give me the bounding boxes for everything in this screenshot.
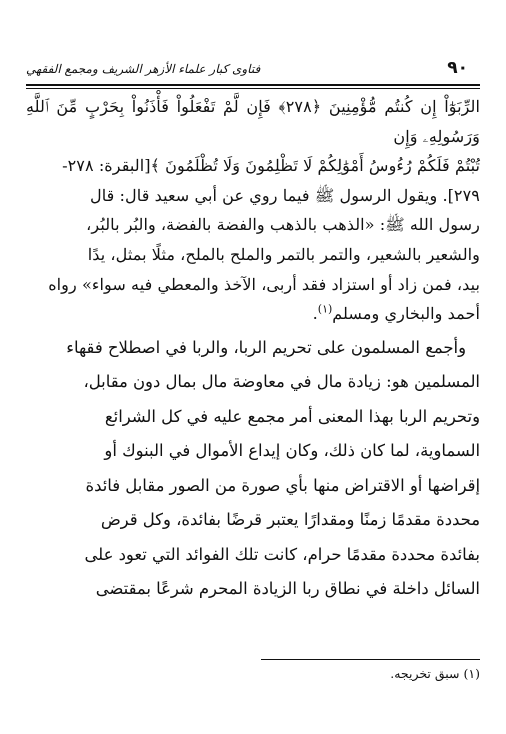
text-line: رسول الله ﷺ: «الذهب بالذهب والفضة بالفضة، والبُر بالبُر، bbox=[86, 215, 480, 235]
paragraph-line: بفائدة محددة مقدمًا حرام، كانت تلك الفوائد التي تعود على bbox=[84, 544, 480, 564]
text-line: والشعير بالشعير، والتمر بالتمر والملح بالملح، مثلًا بمثل، يدًا bbox=[87, 244, 480, 264]
header-rule-thin bbox=[26, 88, 480, 89]
text-line: بيد، فمن زاد أو استزاد فقد أربى، الآخذ والمعطي فيه سواء» رواه bbox=[48, 274, 480, 294]
paragraph-line: محددة مقدمًا زمنًا ومقدارًا يعتبر قرضًا بفائدة، وكل قرض bbox=[100, 510, 480, 530]
footnote: (١) سبق تخريجه. bbox=[390, 666, 480, 681]
paragraph-line: المسلمين هو: زيادة مال في معاوضة مال بمال دون مقابل، bbox=[83, 372, 480, 392]
text-fragment: أحمد والبخاري ومسلم bbox=[332, 304, 480, 324]
page-header bbox=[26, 56, 480, 86]
text-line: الرِّبَوٰٓاْ إِن كُنتُم مُّؤْمِنِينَ ﴿٢٧٨﴾ فَإِن لَّمْ تَفْعَلُواْ فَأْذَنُواْ بِحَرْبٍ مِّنَ ٱللَّهِ وَرَسُولِهِۦ وَإِن bbox=[26, 97, 480, 146]
header-rule bbox=[26, 84, 480, 86]
running-title: فتاوى كبار علماء الأزهر الشريف ومجمع الفقهي bbox=[26, 62, 261, 76]
paragraph-line: إقراضها أو الاقتراض منها بأي صورة من الصور مقابل فائدة bbox=[85, 475, 480, 495]
text-line: تُبْتُمْ فَلَكُمْ رُءُوسُ أَمْوَٰلِكُمْ لَا تَظْلِمُونَ وَلَا تُظْلَمُونَ ﴾[البقرة: ٢٧٨- bbox=[62, 156, 480, 176]
footnote-separator bbox=[261, 659, 480, 660]
footnote-reference[interactable]: (١) bbox=[317, 302, 333, 316]
paragraph-line bbox=[26, 332, 480, 364]
paragraph-line: السائل داخلة في نطاق ربا الزيادة المحرم شرعًا بمقتضى bbox=[95, 579, 480, 599]
text-line: ٢٧٩]. ويقول الرسول ﷺ فيما روي عن أبي سعيد قال: قال bbox=[89, 185, 480, 205]
text-line-last: أحمد والبخاري ومسلم$^{(١)}$. bbox=[312, 302, 480, 324]
paragraph-line: السماوية، لما كان ذلك، وكان إيداع الأموال في البنوك أو bbox=[104, 441, 480, 461]
text-fragment: وأجمع المسلمون على تحريم الربا، والربا في اصطلاح فقهاء bbox=[66, 337, 466, 357]
main-text bbox=[26, 92, 480, 605]
paragraph-line: وتحريم الربا بهذا المعنى أمر مجمع عليه في كل الشرائع bbox=[104, 406, 480, 426]
page-number: ٩٠ bbox=[447, 58, 468, 78]
